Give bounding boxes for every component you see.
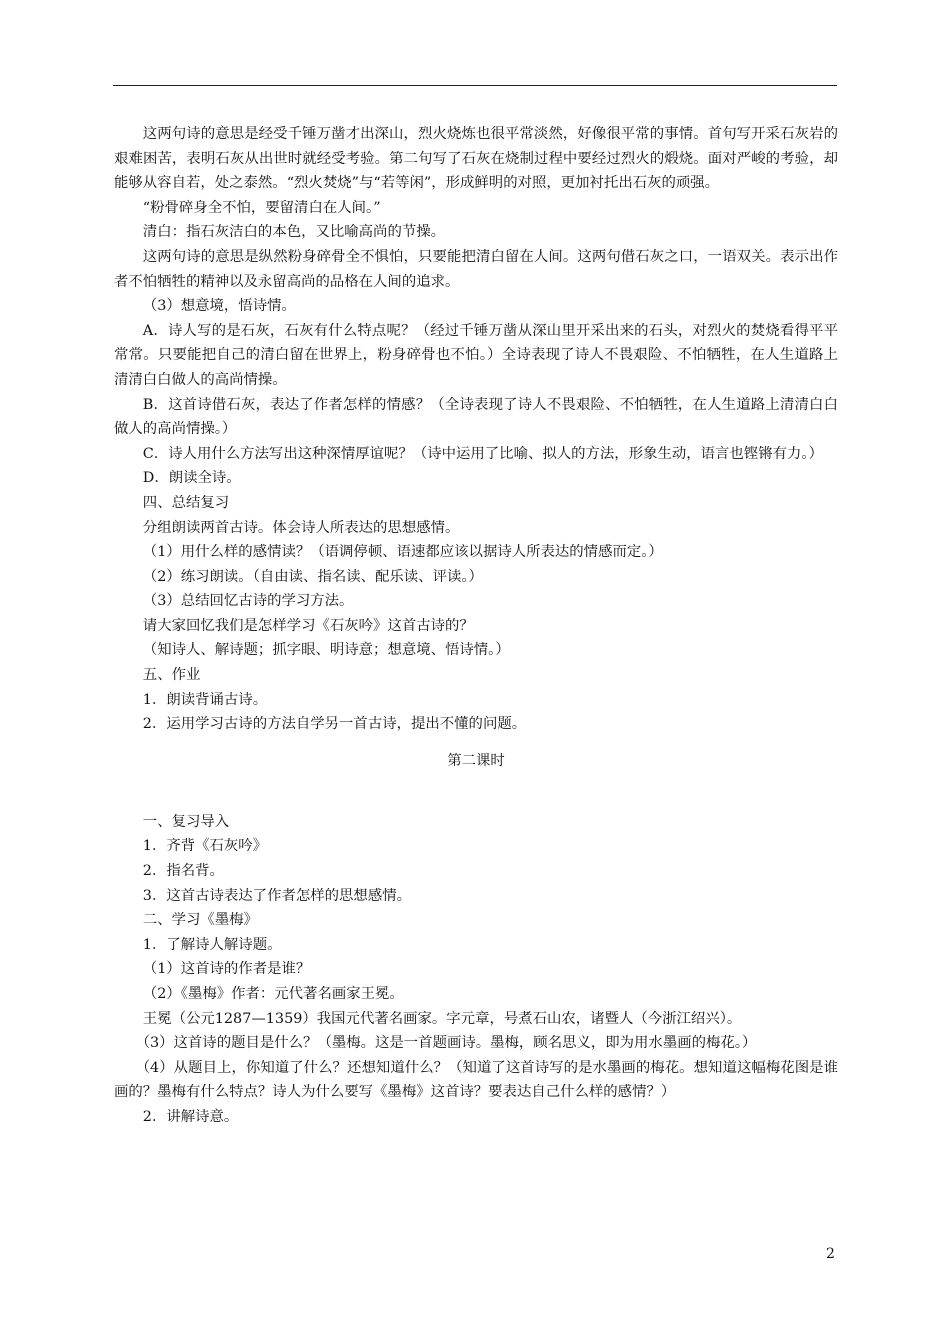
paragraph: C．诗人用什么方法写出这种深情厚谊呢？（诗中运用了比喻、拟人的方法，形象生动，语言也铿锵有力。） bbox=[142, 445, 823, 462]
paragraph: （1）用什么样的感情读？（语调停顿、语速都应该以据诗人所表达的情感而定。） bbox=[142, 544, 663, 561]
paragraph: A．诗人写的是石灰，石灰有什么特点呢？（经过千锤万凿从深山里开采出来的石头，对烈火的焚烧看得平平常常。只要能把自己的清白留在世界上，粉身碎骨也不怕。）全诗表现了诗人不畏艰险、不怕牺牲，在人生道路上清清白白做人的高尚情操。 bbox=[114, 322, 838, 388]
section-title: 第二课时 bbox=[447, 752, 505, 769]
paragraph: 一、复习导入 bbox=[142, 813, 230, 830]
page-number: 2 bbox=[826, 1246, 835, 1262]
paragraph: B．这首诗借石灰，表达了作者怎样的情感？（全诗表现了诗人不畏艰险、不怕牺牲，在人生道路上清清白白做人的高尚情操。） bbox=[114, 396, 838, 438]
paragraph: 1．朗读背诵古诗。 bbox=[142, 691, 268, 708]
paragraph: 四、总结复习 bbox=[142, 494, 230, 511]
paragraph: 五、作业 bbox=[142, 667, 201, 684]
paragraph: 二、学习《墨梅》 bbox=[142, 912, 258, 929]
paragraph: 2．指名背。 bbox=[142, 863, 224, 880]
paragraph: 这两句诗的意思是纵然粉身碎骨全不惧怕，只要能把清白留在人间。这两句借石灰之口，一语双关。表示出作者不怕牺牲的精神以及永留高尚的品格在人间的追求。 bbox=[114, 248, 838, 290]
paragraph: 分组朗读两首古诗。体会诗人所表达的思想感情。 bbox=[142, 519, 460, 536]
paragraph: 这两句诗的意思是经受千锤万凿才出深山，烈火烧炼也很平常淡然，好像很平常的事情。首句写开采石灰岩的艰难困苦，表明石灰从出世时就经受考验。第二句写了石灰在烧制过程中要经过烈火的煅烧。面对严峻的考验，却能够从容自若，处之泰然。“烈火焚烧”与“若等闲”，形成鲜明的对照，更加衬托出石灰的顽强。 bbox=[114, 126, 838, 192]
paragraph: （3）总结回忆古诗的学习方法。 bbox=[142, 593, 354, 610]
paragraph: （1）这首诗的作者是谁？ bbox=[142, 961, 311, 978]
paragraph: （2）《墨梅》作者：元代著名画家王冕。 bbox=[142, 986, 404, 1002]
paragraph: 王冕（公元1287—1359）我国元代著名画家。字元章，号煮石山农，诸暨人（今浙江绍兴）。 bbox=[142, 1010, 742, 1027]
paragraph: （2）练习朗读。（自由读、指名读、配乐读、评读。） bbox=[142, 568, 483, 585]
paragraph: 3．这首古诗表达了作者怎样的思想感情。 bbox=[142, 887, 411, 904]
document-body bbox=[114, 122, 838, 1130]
paragraph: 清白：指石灰洁白的本色，又比喻高尚的节操。 bbox=[142, 224, 446, 241]
paragraph: “粉骨碎身全不怕，要留清白在人间。” bbox=[142, 199, 381, 216]
paragraph: （4）从题目上，你知道了什么？还想知道什么？（知道了这首诗写的是水墨画的梅花。想知道这幅梅花图是谁画的？墨梅有什么特点？诗人为什么要写《墨梅》这首诗？要表达自己什么样的感情？） bbox=[114, 1059, 838, 1101]
paragraph: （知诗人、解诗题；抓字眼、明诗意；想意境、悟诗情。） bbox=[142, 642, 510, 659]
paragraph: 2．运用学习古诗的方法自学另一首古诗，提出不懂的问题。 bbox=[142, 716, 527, 733]
header-rule bbox=[113, 85, 837, 86]
paragraph: 请大家回忆我们是怎样学习《石灰吟》这首古诗的？ bbox=[142, 617, 474, 634]
paragraph: 1．齐背《石灰吟》 bbox=[142, 838, 268, 855]
paragraph: 1．了解诗人解诗题。 bbox=[142, 936, 282, 953]
paragraph: 2．讲解诗意。 bbox=[142, 1108, 239, 1125]
paragraph: D．朗读全诗。 bbox=[142, 470, 241, 487]
paragraph: （3）想意境，悟诗情。 bbox=[142, 298, 296, 315]
paragraph: （3）这首诗的题目是什么？（墨梅。这是一首题画诗。墨梅，顾名思义，即为用水墨画的梅花。） bbox=[135, 1035, 757, 1052]
